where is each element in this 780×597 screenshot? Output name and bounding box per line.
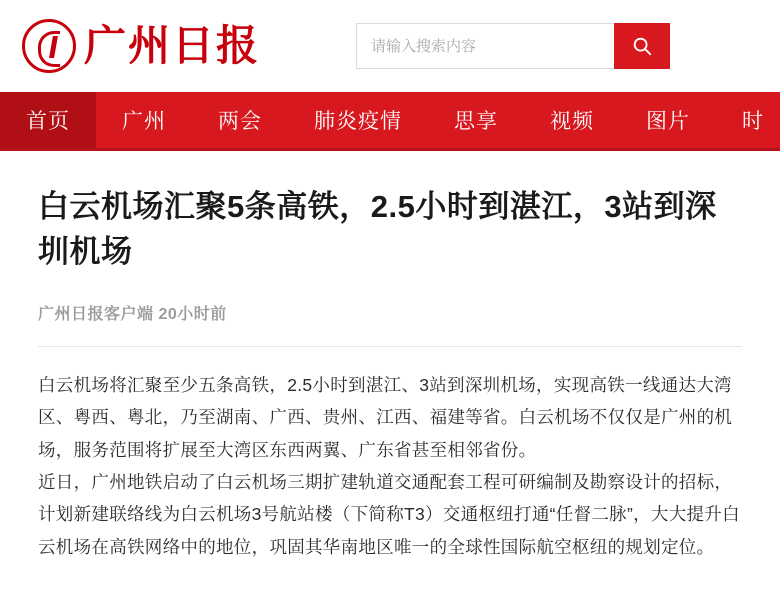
main-nav[interactable] [0, 92, 780, 148]
guangzhou-daily-seal-icon [22, 19, 76, 73]
site-logo[interactable] [22, 19, 260, 73]
nav-item-epidemic[interactable]: 肺炎疫情 [314, 110, 402, 133]
meta-divider [38, 346, 742, 347]
nav-item-home[interactable]: 首页 [0, 92, 96, 148]
nav-item-sixiang[interactable]: 思享 [454, 110, 498, 133]
site-logo-text: 广州日报 [84, 21, 261, 70]
article-meta [38, 301, 742, 324]
site-header [0, 0, 780, 92]
article [0, 151, 780, 563]
article-time: 20小时前 [158, 305, 227, 323]
article-body [38, 369, 742, 563]
article-source: 广州日报客户端 [38, 305, 154, 323]
page-title: 白云机场汇聚5条高铁，2.5小时到湛江，3站到深圳机场 [38, 189, 717, 269]
article-paragraph: 白云机场将汇聚至少五条高铁，2.5小时到湛江、3站到深圳机场，实现高铁一线通达大湾区、粤西、粤北，乃至湖南、广西、贵州、江西、福建等省。白云机场不仅仅是广州的机场，服务范围将扩展至大湾区东西两翼、广东省甚至相邻省份。 [38, 374, 733, 460]
search-box[interactable] [356, 23, 670, 69]
nav-item-shi[interactable]: 时 [742, 110, 764, 133]
search-input[interactable] [356, 23, 614, 69]
nav-item-video[interactable]: 视频 [550, 110, 594, 133]
article-paragraph: 近日，广州地铁启动了白云机场三期扩建轨道交通配套工程可研编制及勘察设计的招标，计划新建联络线为白云机场3号航站楼（下简称T3）交通枢纽打通“任督二脉”，大大提升白云机场在高铁网络中的地位，巩固其华南地区唯一的全球性国际航空枢纽的规划定位。 [38, 472, 740, 557]
nav-item-pictures[interactable]: 图片 [646, 110, 690, 133]
nav-item-guangzhou[interactable]: 广州 [122, 110, 166, 133]
search-button[interactable] [614, 23, 670, 69]
search-icon [631, 35, 653, 57]
nav-item-lianghui[interactable]: 两会 [218, 110, 262, 133]
